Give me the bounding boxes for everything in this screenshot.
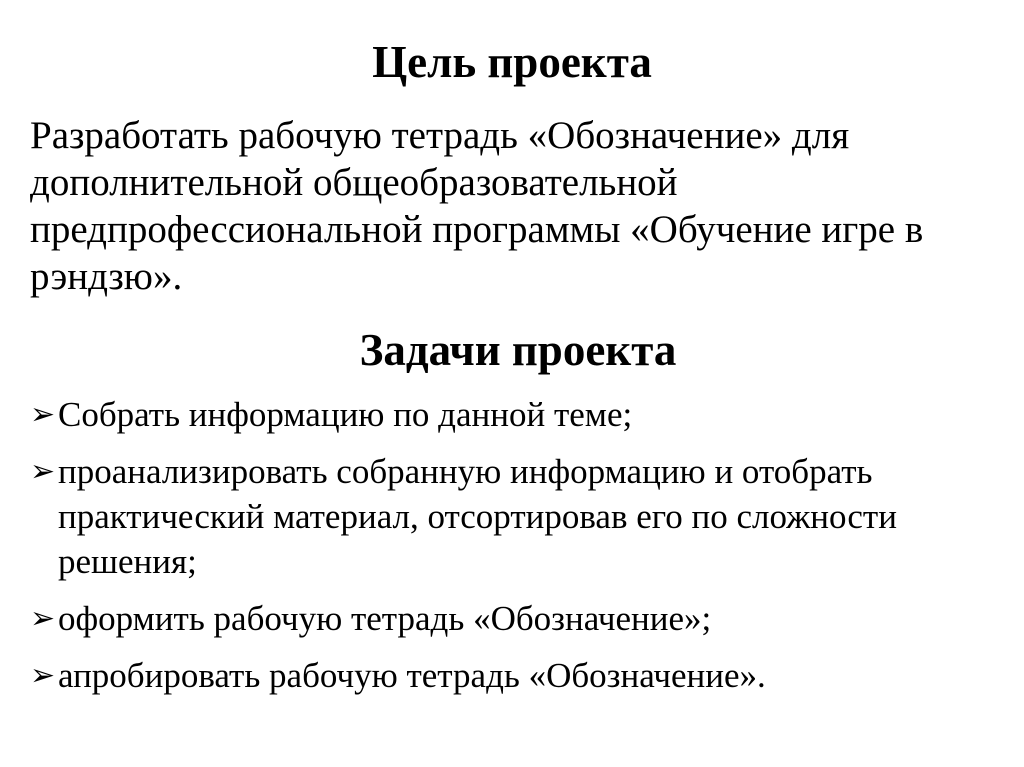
- goal-title: Цель проекта: [372, 37, 652, 87]
- arrow-bullet-icon: ➢: [30, 397, 56, 432]
- goal-text: Разработать рабочую тетрадь «Обозначение» для дополнительной общеобразовательной предпрофессиональной программы «Обучение игре в рэндзю».: [30, 114, 924, 298]
- task-text: проанализировать собранную информацию и отобрать практический материал, отсортировав его по сложности решения;: [58, 452, 897, 581]
- task-text: Собрать информацию по данной теме;: [58, 395, 633, 434]
- task-item: [30, 392, 1005, 437]
- tasks-list: [30, 392, 1005, 710]
- task-text: оформить рабочую тетрадь «Обозначение»;: [58, 599, 712, 638]
- arrow-bullet-icon: ➢: [30, 601, 56, 636]
- arrow-bullet-icon: ➢: [30, 658, 56, 693]
- task-item: [30, 596, 1005, 641]
- task-text: апробировать рабочую тетрадь «Обозначение».: [58, 656, 766, 695]
- task-item: [30, 653, 1005, 698]
- task-item: [30, 449, 1005, 584]
- arrow-bullet-icon: ➢: [30, 454, 56, 489]
- tasks-title: Задачи проекта: [359, 325, 677, 375]
